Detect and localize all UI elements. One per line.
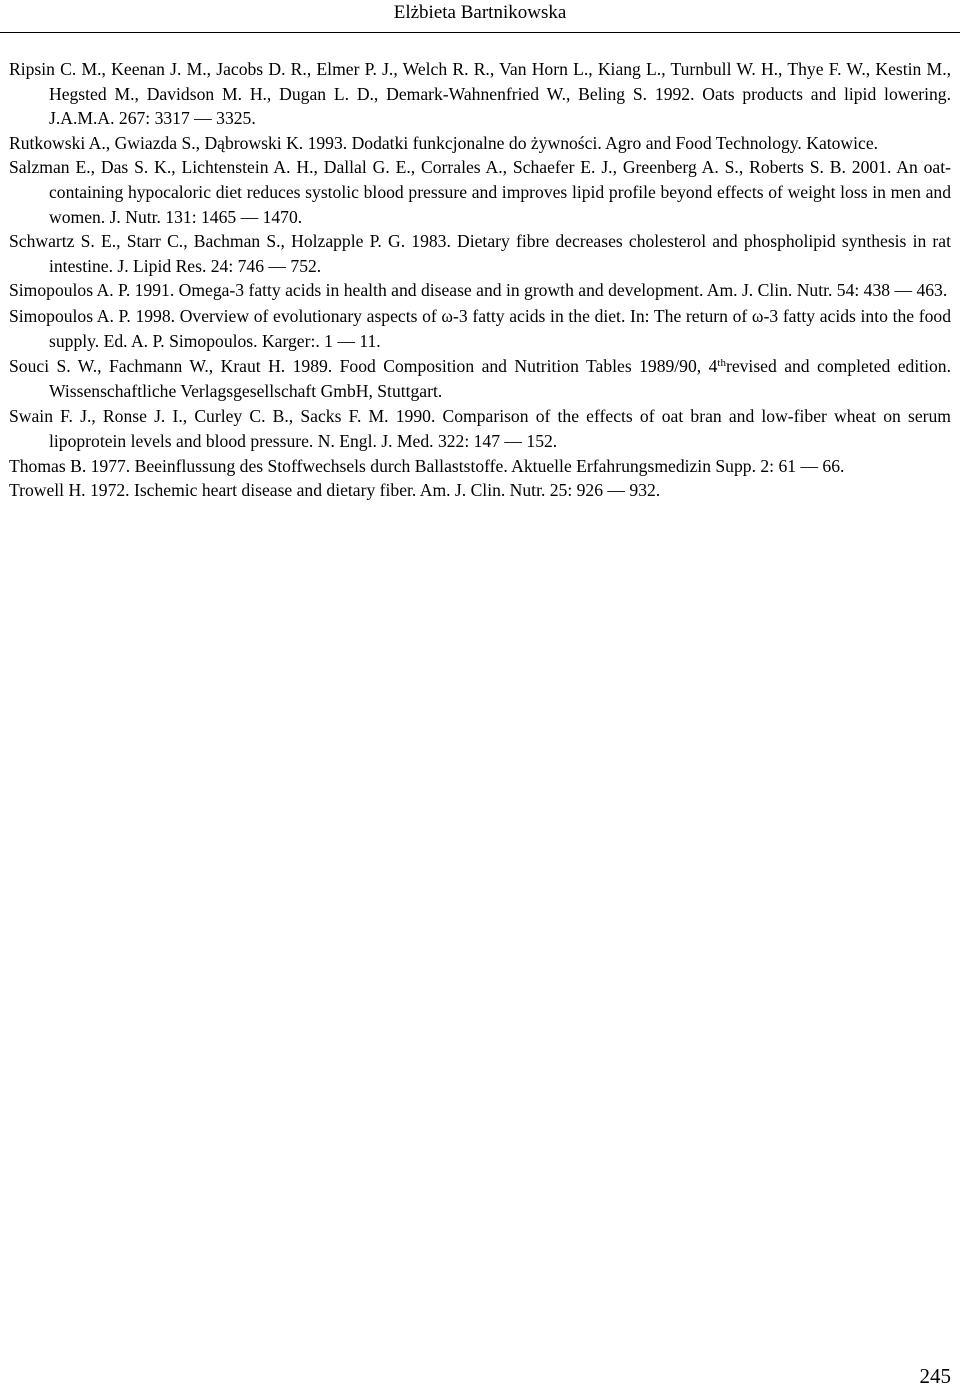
reference-text-before: Souci S. W., Fachmann W., Kraut H. 1989. Food Composition and Nutrition Tables 1989/90, 4 [9, 356, 718, 377]
reference-text: Ripsin C. M., Keenan J. M., Jacobs D. R., Elmer P. J., Welch R. R., Van Horn L., Kiang L., Turnbull W. H., Thye F. W., Kestin M., Hegsted M., Davidson M. H., Dugan L. D., Demark-Wahnenfried W., Beling S. 1992. Oats products and lipid lowering. J.A.M.A. 267: 3317 — 3325. [9, 59, 951, 129]
reference-text: Simopoulos A. P. 1991. Omega-3 fatty acids in health and disease and in growth and development. Am. J. Clin. Nutr. 54: 438 — 463. [9, 280, 948, 301]
running-header [0, 0, 960, 33]
reference-item [9, 229, 951, 278]
reference-text: Trowell H. 1972. Ischemic heart disease and dietary fiber. Am. J. Clin. Nutr. 25: 926 — 932. [9, 480, 661, 501]
page-number: 245 [919, 1364, 951, 1388]
reference-item [9, 454, 951, 479]
header-author: Elżbieta Bartnikowska [393, 2, 567, 23]
reference-text: Rutkowski A., Gwiazda S., Dąbrowski K. 1993. Dodatki funkcjonalne do żywności. Agro and Food Technology. Katowice. [9, 132, 879, 153]
reference-item [9, 278, 951, 303]
reference-text-after: revised and completed edition. Wissenschaftliche Verlagsgesellschaft GmbH, Stuttgart. [49, 356, 951, 401]
reference-text: Swain F. J., Ronse J. I., Curley C. B., Sacks F. M. 1990. Comparison of the effects of oat bran and low-fiber wheat on serum lipoprotein levels and blood pressure. N. Engl. J. Med. 322: 147 — 152. [9, 406, 951, 451]
reference-text: Salzman E., Das S. K., Lichtenstein A. H., Dallal G. E., Corrales A., Schaefer E. J., Greenberg A. S., Roberts S. B. 2001. An oat-containing hypocaloric diet reduces systolic blood pressure and improves lipid profile beyond effects of weight loss in men and women. J. Nutr. 131: 1465 — 1470. [9, 157, 951, 227]
reference-item [9, 478, 951, 503]
reference-text: Schwartz S. E., Starr C., Bachman S., Holzapple P. G. 1983. Dietary fibre decreases cholesterol and phospholipid synthesis in rat intestine. J. Lipid Res. 24: 746 — 752. [9, 231, 951, 276]
reference-item [9, 131, 951, 156]
reference-item [9, 304, 951, 353]
reference-list [9, 57, 951, 503]
reference-item [9, 354, 951, 403]
reference-superscript: th [717, 357, 726, 370]
reference-text: Thomas B. 1977. Beeinflussung des Stoffwechsels durch Ballaststoffe. Aktuelle Erfahrungsmedizin Supp. 2: 61 — 66. [9, 455, 845, 476]
reference-text: Simopoulos A. P. 1998. Overview of evolutionary aspects of ω-3 fatty acids in the diet. In: The return of ω-3 fatty acids into the food supply. Ed. A. P. Simopoulos. Karger:. 1 — 11. [9, 305, 951, 351]
reference-item [9, 404, 951, 453]
reference-item [9, 57, 951, 131]
reference-item [9, 155, 951, 229]
